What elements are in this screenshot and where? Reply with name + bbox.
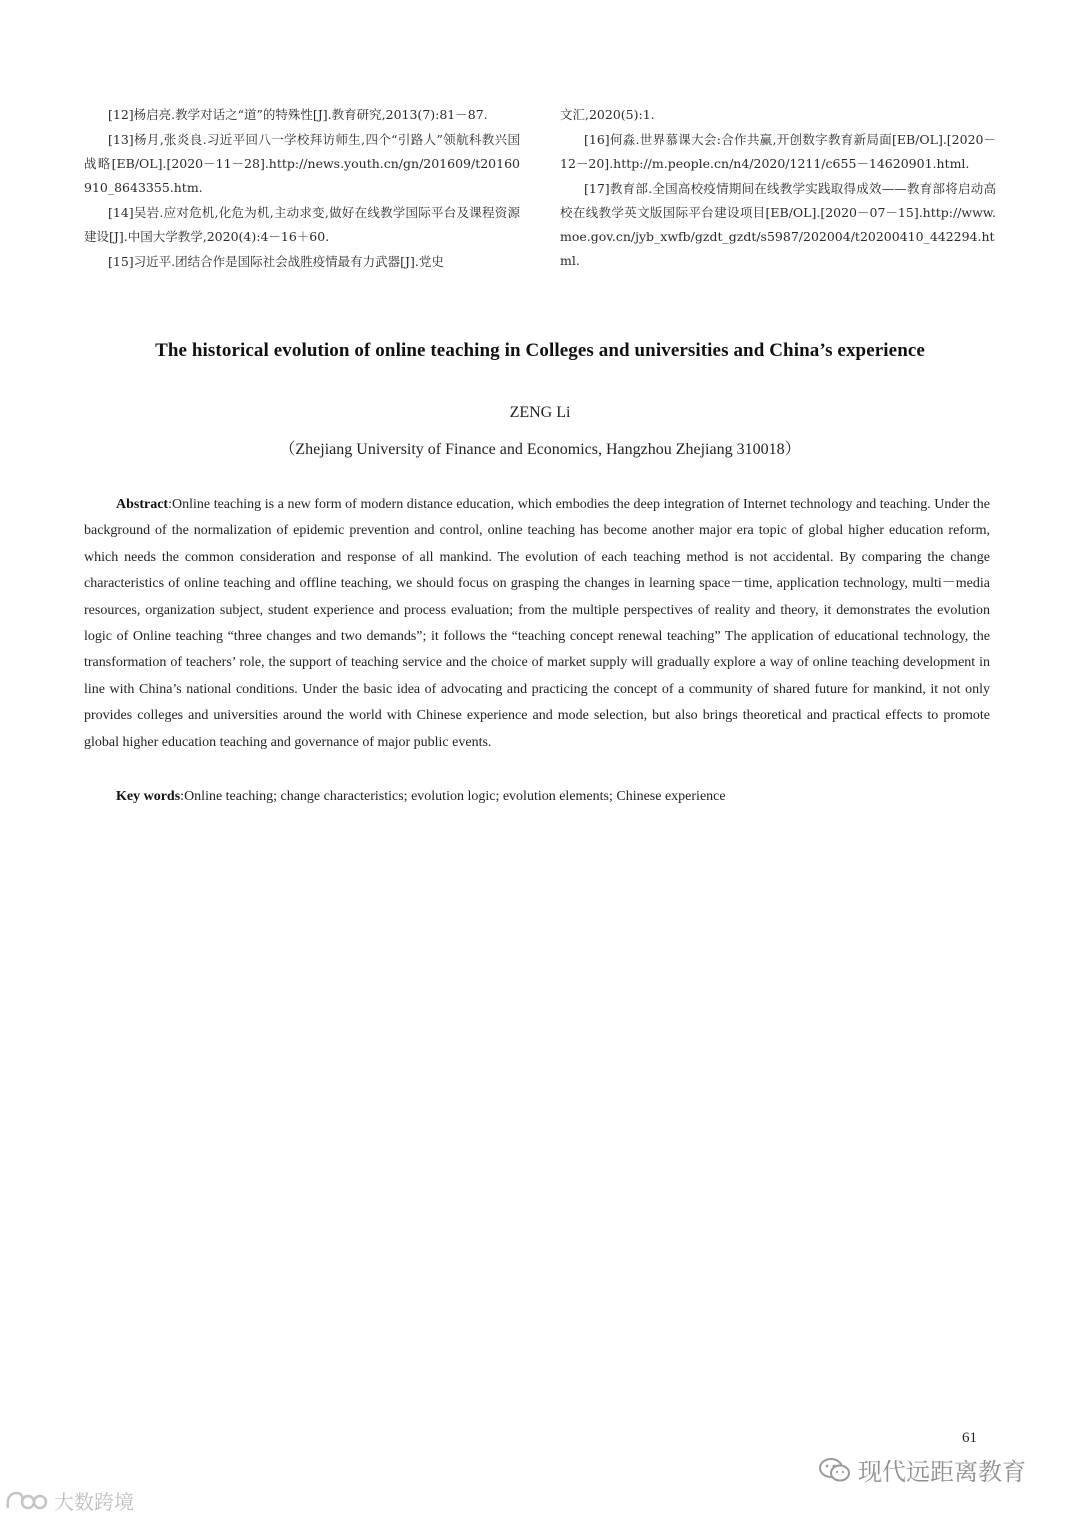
- brand-logo-icon: [4, 1488, 48, 1514]
- reference-line: [16]何淼.世界慕课大会:合作共赢,开创数字教育新局面[EB/: [584, 132, 920, 147]
- reference-line: 部将启动高校在线教学英文版国际平台建设项目[EB/OL].[2020－: [560, 181, 996, 220]
- reference-line: 07－15].http://www.moe.gov.cn/jyb_xwfb/gzdt_gzdt/s5987/202004/: [560, 205, 996, 244]
- watermark-brand: [4, 1486, 134, 1515]
- reference-line: [17]教育部.全国高校疫情期间在线教学实践取得成效——教育: [584, 181, 933, 196]
- reference-item: [560, 103, 996, 127]
- reference-item: [84, 103, 520, 127]
- reference-line: 文汇,2020(5):1.: [560, 107, 655, 122]
- abstract-label: Abstract: [116, 497, 169, 512]
- reference-line: gn/201609/t20160910_8643355.htm.: [84, 156, 520, 195]
- keywords-paragraph: [84, 784, 990, 810]
- reference-line: 航科教兴国战略[EB/OL].[2020－11－28].http://news.youth.cn/: [84, 132, 520, 171]
- author-affiliation: （Zhejiang University of Finance and Economics, Hangzhou Zhejiang 310018）: [279, 441, 801, 458]
- reference-item: [84, 128, 520, 200]
- reference-line: t20200410_442294.html.: [560, 229, 995, 268]
- reference-line: 81－87.: [439, 107, 488, 122]
- references-left-column: [84, 103, 520, 275]
- watermark-right-text: 现代远距离教育: [858, 1458, 1026, 1486]
- reference-item: [84, 201, 520, 249]
- abstract-separator: :: [168, 497, 172, 512]
- reference-line: 14620901.html.: [868, 156, 970, 171]
- reference-line: OL].[2020－12－20].http://m.people.cn/n4/2020/1211/c655－: [560, 132, 996, 171]
- reference-line: [15]习近平.团结合作是国际社会战胜疫情最有力武器[J].党史: [108, 254, 444, 269]
- reference-item: [560, 177, 996, 273]
- wechat-icon: [818, 1456, 852, 1484]
- article-title: The historical evolution of online teaching in Colleges and universities and China’s experience: [155, 340, 925, 361]
- watermark-left-text: 大数跨境: [54, 1490, 134, 1514]
- reference-line: [12]杨启亮.教学对话之“道”的特殊性[J].教育研究,2013(7):: [108, 107, 440, 122]
- reference-line: [14]吴岩.应对危机,化危为机,主动求变,做好在线教学国际平: [108, 205, 444, 220]
- watermark-wechat-account: [818, 1452, 1026, 1487]
- reference-item: [560, 128, 996, 176]
- article-author: ZENG Li: [509, 404, 571, 421]
- reference-line: [13]杨月,张炎良.习近平回八一学校拜访师生,四个“引路人”领: [108, 132, 457, 147]
- keywords-label: Key words: [116, 789, 181, 804]
- references-right-column: [560, 103, 996, 275]
- keywords-separator: :: [180, 789, 185, 804]
- page-number: 61: [962, 1430, 977, 1446]
- abstract-paragraph: [84, 492, 990, 756]
- reference-line: 台及课程资源建设[J].中国大学教学,2020(4):4－16＋60.: [84, 205, 520, 244]
- references-section: [84, 103, 996, 275]
- abstract-text: Online teaching is a new form of modern distance education, which embodies the deep integration of Internet technology and teaching. Under the background of the normalization of epidemic prevention and control, online teaching has become another major era topic of global higher education reform, which needs the common consideration and response of all mankind. The evolution of each teaching method is not accidental. By comparing the change characteristics of online teaching and offline teaching, we should focus on grasping the changes in learning space－time, application technology, multi－media resources, organization subject, student experience and process evaluation; from the multiple perspectives of reality and theory, it demonstrates the evolution logic of Online teaching “three changes and two demands”; it follows the “teaching concept renewal teaching” The application of educational technology, the transformation of teachers’ role, the support of teaching service and the choice of market supply will gradually explore a way of online teaching development in line with China’s national conditions. Under the basic idea of advocating and practicing the concept of a community of shared future for mankind, it not only provides colleges and universities around the world with Chinese experience and mode selection, but also brings theoretical and practical effects to promote global higher education teaching and governance of major public events.: [84, 497, 990, 750]
- keywords-text: Online teaching; change characteristics; evolution logic; evolution elements; Chinese experience: [184, 789, 726, 804]
- reference-item: [84, 250, 520, 274]
